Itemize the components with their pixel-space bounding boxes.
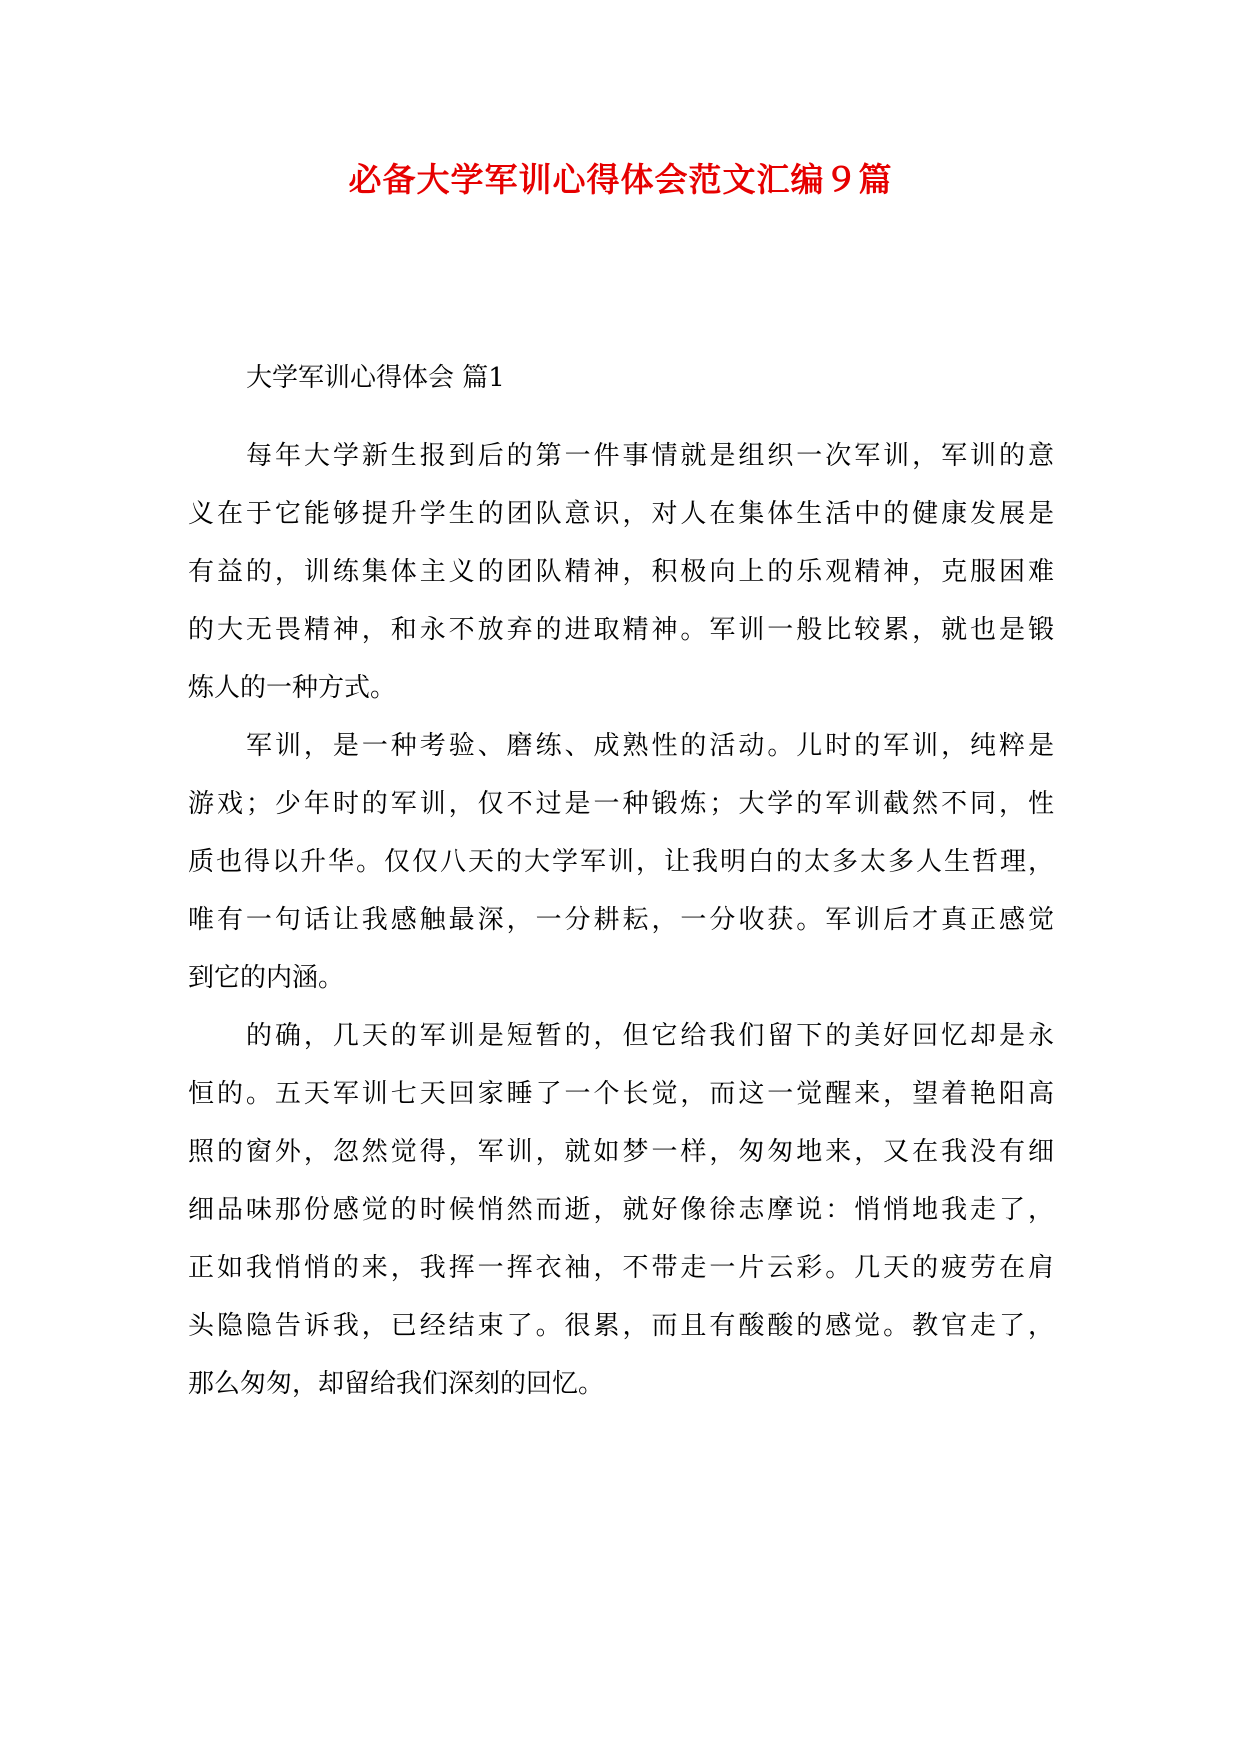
paragraph-1-line-2: 义在于它能够提升学生的团队意识，对人在集体生活中的健康发展是 <box>188 499 1054 529</box>
paragraph-3-line-4: 细品味那份感觉的时候悄然而逝，就好像徐志摩说：悄悄地我走了， <box>188 1195 1054 1225</box>
paragraph-1-line-4: 的大无畏精神，和永不放弃的进取精神。军训一般比较累，就也是锻 <box>188 615 1054 645</box>
paragraph-3-line-1: 的确，几天的军训是短暂的，但它给我们留下的美好回忆却是永 <box>246 1021 1054 1051</box>
paragraph-2-line-3: 质也得以升华。仅仅八天的大学军训，让我明白的太多太多人生哲理， <box>188 847 1054 877</box>
paragraph-1-line-3: 有益的，训练集体主义的团队精神，积极向上的乐观精神，克服困难 <box>188 557 1054 587</box>
paragraph-2-line-4: 唯有一句话让我感触最深，一分耕耘，一分收获。军训后才真正感觉 <box>188 905 1054 935</box>
paragraph-1-line-5: 炼人的一种方式。 <box>188 673 397 703</box>
paragraph-2-line-5: 到它的内涵。 <box>188 963 345 993</box>
document-title: 必备大学军训心得体会范文汇编９篇 <box>348 160 893 199</box>
paragraph-3-line-7: 那么匆匆，却留给我们深刻的回忆。 <box>188 1369 605 1399</box>
paragraph-2-line-2: 游戏；少年时的军训，仅不过是一种锻炼；大学的军训截然不同，性 <box>188 789 1054 819</box>
paragraph-3-line-3: 照的窗外，忽然觉得，军训，就如梦一样，匆匆地来，又在我没有细 <box>188 1137 1054 1167</box>
paragraph-3-line-2: 恒的。五天军训七天回家睡了一个长觉，而这一觉醒来，望着艳阳高 <box>188 1079 1054 1109</box>
paragraph-2-line-1: 军训，是一种考验、磨练、成熟性的活动。儿时的军训，纯粹是 <box>246 731 1054 761</box>
paragraph-1-line-1: 每年大学新生报到后的第一件事情就是组织一次军训，军训的意 <box>246 441 1054 471</box>
paragraph-3-line-5: 正如我悄悄的来，我挥一挥衣袖，不带走一片云彩。几天的疲劳在肩 <box>188 1253 1054 1283</box>
paragraph-3-line-6: 头隐隐告诉我，已经结束了。很累，而且有酸酸的感觉。教官走了， <box>188 1311 1054 1341</box>
section-heading: 大学军训心得体会 篇1 <box>246 363 505 393</box>
